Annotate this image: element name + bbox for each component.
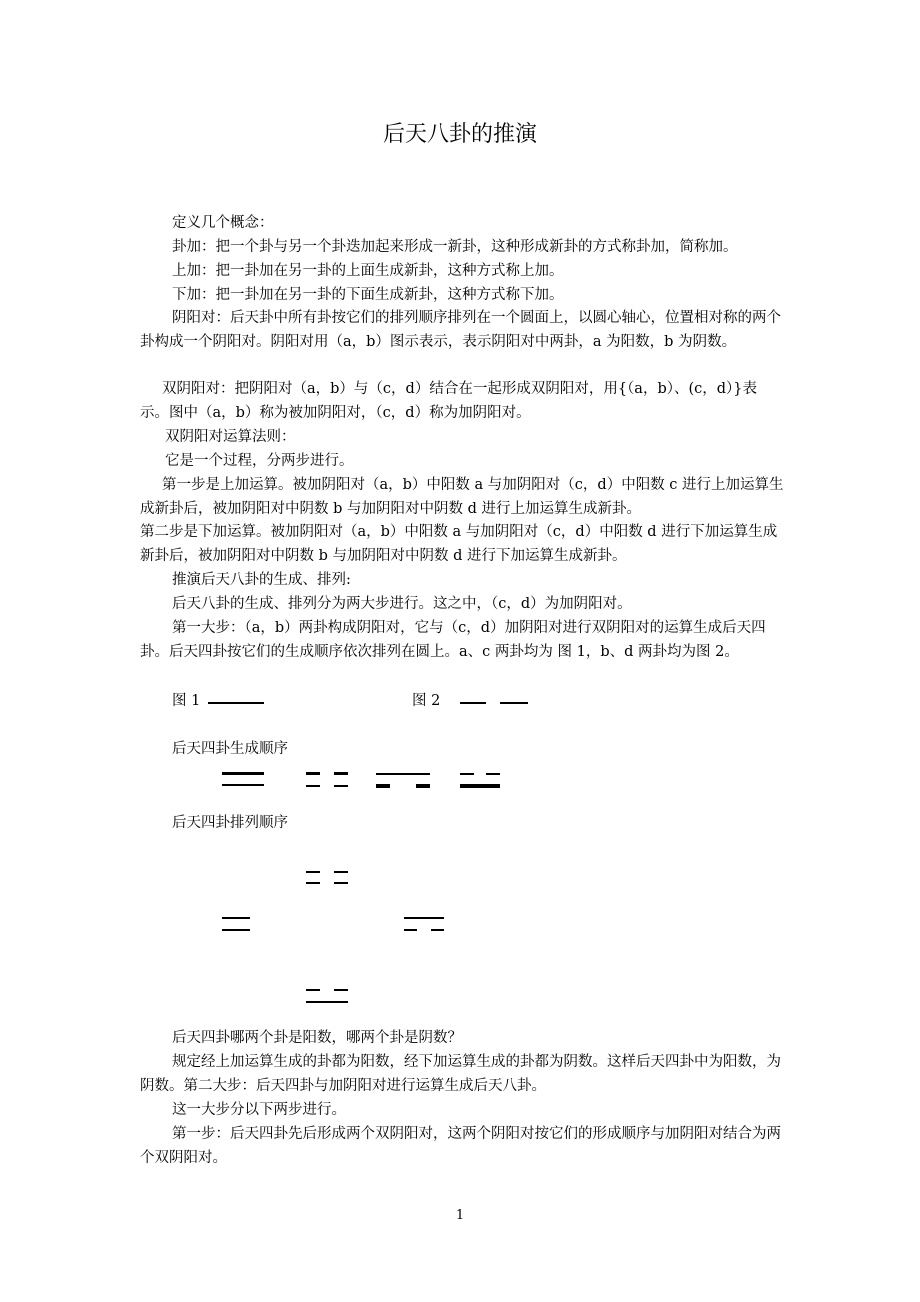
- figure-1-label: 图 1: [172, 693, 201, 709]
- definition-yinyang-pair: 阴阳对：后天卦中所有卦按它们的排列顺序排列在一个圆面上，以圆心轴心，位置相对称的两个卦构成一个阴阳对。阴阳对用（a，b）图示表示，表示阴阳对中两卦，a 为阳数，b 为阴数。: [140, 310, 781, 350]
- definition-double-pair: 双阴阳对：把阴阳对（a，b）与（c，d）结合在一起形成双阴阳对，用{（a，b）、(c，d）}表示。图中（a，b）称为被加阴阳对，（c，d）称为加阴阳对。: [140, 381, 758, 421]
- definition-shangjia: 上加：把一卦加在另一卦的上面生成新卦，这种方式称上加。: [172, 263, 564, 279]
- figure-1-yang-line: [208, 702, 264, 704]
- question-text: 后天四卦哪两个卦是阳数，哪两个卦是阴数？: [172, 1030, 462, 1046]
- figure-2-yin-line-left: [460, 702, 486, 704]
- derive-heading: 推演后天八卦的生成、排列:: [172, 572, 351, 588]
- step-two-text: 第二步是下加运算。被加阴阳对（a，b）中阳数 a 与加阴阳对（c，d）中阳数 d 进行下加运算生成新卦后，被加阴阳对中阴数 b 与加阴阳对中阴数 d 进行下加运算生成新卦。: [140, 524, 778, 564]
- sub-step-one-text: 第一步：后天四卦先后形成两个双阴阳对，这两个阴阳对按它们的形成顺序与加阴阳对结合为两个双阴阳对。: [140, 1126, 781, 1166]
- arrangement-order-label: 后天四卦排列顺序: [172, 815, 288, 831]
- step-one-text: 第一步是上加运算。被加阴阳对（a，b）中阳数 a 与加阴阳对（c，d）中阳数 c 进行上加运算生成新卦后，被加阴阳对中阴数 b 与加阴阳对中阴数 d 进行上加运算生成新卦。: [140, 477, 784, 517]
- definition-xiajia: 下加：把一卦加在另一卦的下面生成新卦，这种方式称下加。: [172, 287, 564, 303]
- generation-order-label: 后天四卦生成顺序: [172, 741, 288, 757]
- page-title: 后天八卦的推演: [382, 122, 537, 147]
- big-step-two-intro: 这一大步分以下两步进行。: [172, 1102, 346, 1118]
- figure-2-yin-line-right: [500, 702, 528, 704]
- rule-heading: 双阴阳对运算法则：: [165, 429, 296, 445]
- rule-text: 规定经上加运算生成的卦都为阳数，经下加运算生成的卦都为阴数。这样后天四卦中为阳数，为阴数。第二大步：后天四卦与加阴阳对进行运算生成后天八卦。: [140, 1054, 781, 1094]
- rule-process: 它是一个过程，分两步进行。: [165, 453, 354, 469]
- big-step-one-text: 第一大步：（a，b）两卦构成阴阳对，它与（c，d）加阴阳对进行双阴阳对的运算生成后天四卦。后天四卦按它们的生成顺序依次排列在圆上。a、c 两卦均为 图 1，b、d 两卦均为图 2。: [140, 620, 766, 660]
- definition-guajia: 卦加：把一个卦与另一个卦迭加起来形成一新卦，这种形成新卦的方式称卦加，简称加。: [172, 239, 738, 255]
- figure-2-label: 图 2: [412, 693, 441, 709]
- derive-intro: 后天八卦的生成、排列分为两大步进行。这之中，（c，d）为加阴阳对。: [172, 596, 632, 612]
- page-number: 1: [455, 1208, 465, 1223]
- definitions-heading: 定义几个概念：: [172, 215, 274, 231]
